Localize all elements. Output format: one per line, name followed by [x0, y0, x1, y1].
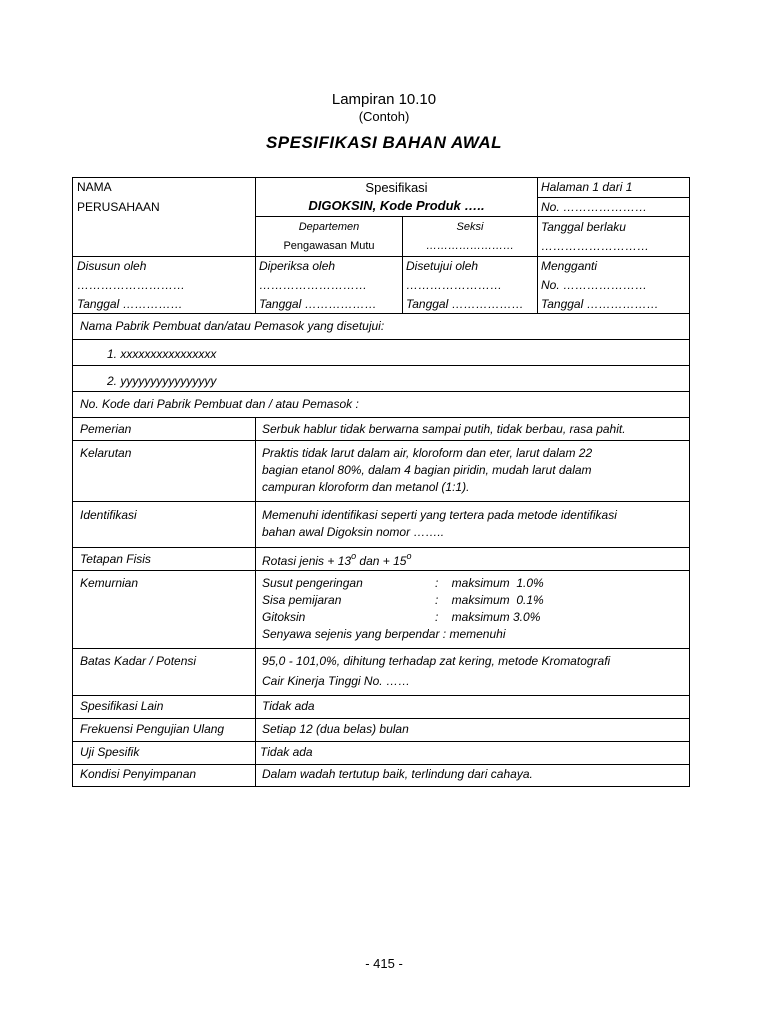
other-spec-label: Spesifikasi Lain [80, 699, 164, 713]
purity-test-name: Susut pengeringan [262, 576, 363, 590]
physical-constant-label: Tetapan Fisis [80, 552, 151, 566]
spec-value: DIGOKSIN, Kode Produk ….. [308, 198, 485, 213]
checked-by-label: Diperiksa oleh [259, 259, 336, 273]
divider [72, 695, 690, 696]
divider [72, 391, 690, 392]
description-label: Pemerian [80, 422, 132, 436]
page-number: - 415 - [365, 956, 403, 971]
document-title: SPESIFIKASI BAHAN AWAL [265, 133, 503, 152]
prepared-by-label: Disusun oleh [77, 259, 147, 273]
appendix-number: Lampiran 10.10 [331, 91, 437, 108]
degree-symbol: o [406, 551, 412, 561]
supplier-item: 2. yyyyyyyyyyyyyyyy [107, 374, 217, 388]
department-value: Pengawasan Mutu [283, 240, 375, 252]
prepared-date: Tanggal …………… [77, 297, 183, 311]
divider [72, 547, 690, 548]
purity-test-value: : maksimum 0.1% [435, 593, 544, 607]
identification-line: bahan awal Digoksin nomor …….. [262, 525, 445, 539]
divider [72, 339, 690, 340]
checked-date: Tanggal ……………… [259, 297, 377, 311]
solubility-line: campuran kloroform dan metanol (1:1). [262, 480, 470, 494]
identification-label: Identifikasi [80, 508, 137, 522]
degree-symbol: o [351, 551, 357, 561]
solubility-label: Kelarutan [80, 446, 132, 460]
divider [72, 501, 690, 502]
divider [72, 313, 690, 314]
solubility-line: Praktis tidak larut dalam air, kloroform dan eter, larut dalam 22 [262, 446, 593, 460]
approved-suppliers-heading: Nama Pabrik Pembuat dan/atau Pemasok yang disetujui: [80, 319, 385, 333]
divider [72, 417, 690, 418]
table-border-bottom [72, 786, 690, 787]
divider [72, 741, 690, 742]
divider [72, 764, 690, 765]
section-value: …………………… [426, 240, 514, 252]
rotation-text: dan + 15 [356, 554, 407, 568]
checked-by-value: ……………………… [259, 278, 367, 292]
company-name-label: NAMA [77, 180, 112, 194]
divider [537, 197, 690, 198]
solubility-line: bagian etanol 80%, dalam 4 bagian piridin, mudah larut dalam [262, 463, 592, 477]
approved-by-value: …………………… [406, 278, 502, 292]
other-spec-value: Tidak ada [262, 699, 315, 713]
specific-test-value: Tidak ada [260, 745, 313, 759]
assay-label: Batas Kadar / Potensi [80, 654, 197, 668]
storage-condition-value: Dalam wadah tertutup baik, terlindung dari cahaya. [262, 767, 533, 781]
divider [72, 440, 690, 441]
purity-test-name: Gitoksin [262, 610, 306, 624]
purity-test-value: : maksimum 3.0% [435, 610, 541, 624]
valid-date-label: Tanggal berlaku [541, 220, 626, 234]
approved-date: Tanggal ……………… [406, 297, 524, 311]
assay-line: Cair Kinerja Tinggi No. …… [262, 674, 410, 688]
rotation-text: Rotasi jenis + 13 [262, 554, 352, 568]
physical-constant-value [262, 553, 411, 571]
replaces-label: Mengganti [541, 259, 598, 273]
divider [72, 365, 690, 366]
retest-frequency-label: Frekuensi Pengujian Ulang [80, 722, 225, 736]
section-label: Seksi [456, 221, 484, 233]
replaces-number: No. ………………… [541, 278, 648, 292]
purity-test-line: Senyawa sejenis yang berpendar : memenuhi [262, 627, 506, 641]
divider [72, 648, 690, 649]
specific-test-label: Uji Spesifik [80, 745, 140, 759]
divider [255, 216, 690, 217]
example-label: (Contoh) [358, 109, 410, 124]
valid-date-value: ……………………… [541, 239, 649, 253]
description-value: Serbuk hablur tidak berwarna sampai putih, tidak berbau, rasa pahit. [262, 422, 626, 436]
supplier-item: 1. xxxxxxxxxxxxxxxx [107, 347, 217, 361]
table-border-top [72, 177, 690, 178]
identification-line: Memenuhi identifikasi seperti yang tertera pada metode identifikasi [262, 508, 617, 522]
divider [72, 256, 690, 257]
divider [72, 718, 690, 719]
purity-test-name: Sisa pemijaran [262, 593, 342, 607]
supplier-code-label: No. Kode dari Pabrik Pembuat dan / atau Pemasok : [80, 397, 359, 411]
company-name-label: PERUSAHAAN [77, 200, 160, 214]
spec-label: Spesifikasi [365, 180, 428, 195]
replaces-date: Tanggal ……………… [541, 297, 659, 311]
storage-condition-label: Kondisi Penyimpanan [80, 767, 197, 781]
purity-test-value: : maksimum 1.0% [435, 576, 544, 590]
page-info: Halaman 1 dari 1 [541, 180, 633, 194]
purity-label: Kemurnian [80, 576, 139, 590]
approved-by-label: Disetujui oleh [406, 259, 479, 273]
divider [255, 417, 256, 787]
retest-frequency-value: Setiap 12 (dua belas) bulan [262, 722, 409, 736]
prepared-by-value: ……………………… [77, 278, 185, 292]
department-label: Departemen [298, 221, 360, 233]
assay-line: 95,0 - 101,0%, dihitung terhadap zat kering, metode Kromatografi [262, 654, 611, 668]
document-number: No. ………………… [541, 200, 648, 214]
divider [537, 177, 538, 313]
